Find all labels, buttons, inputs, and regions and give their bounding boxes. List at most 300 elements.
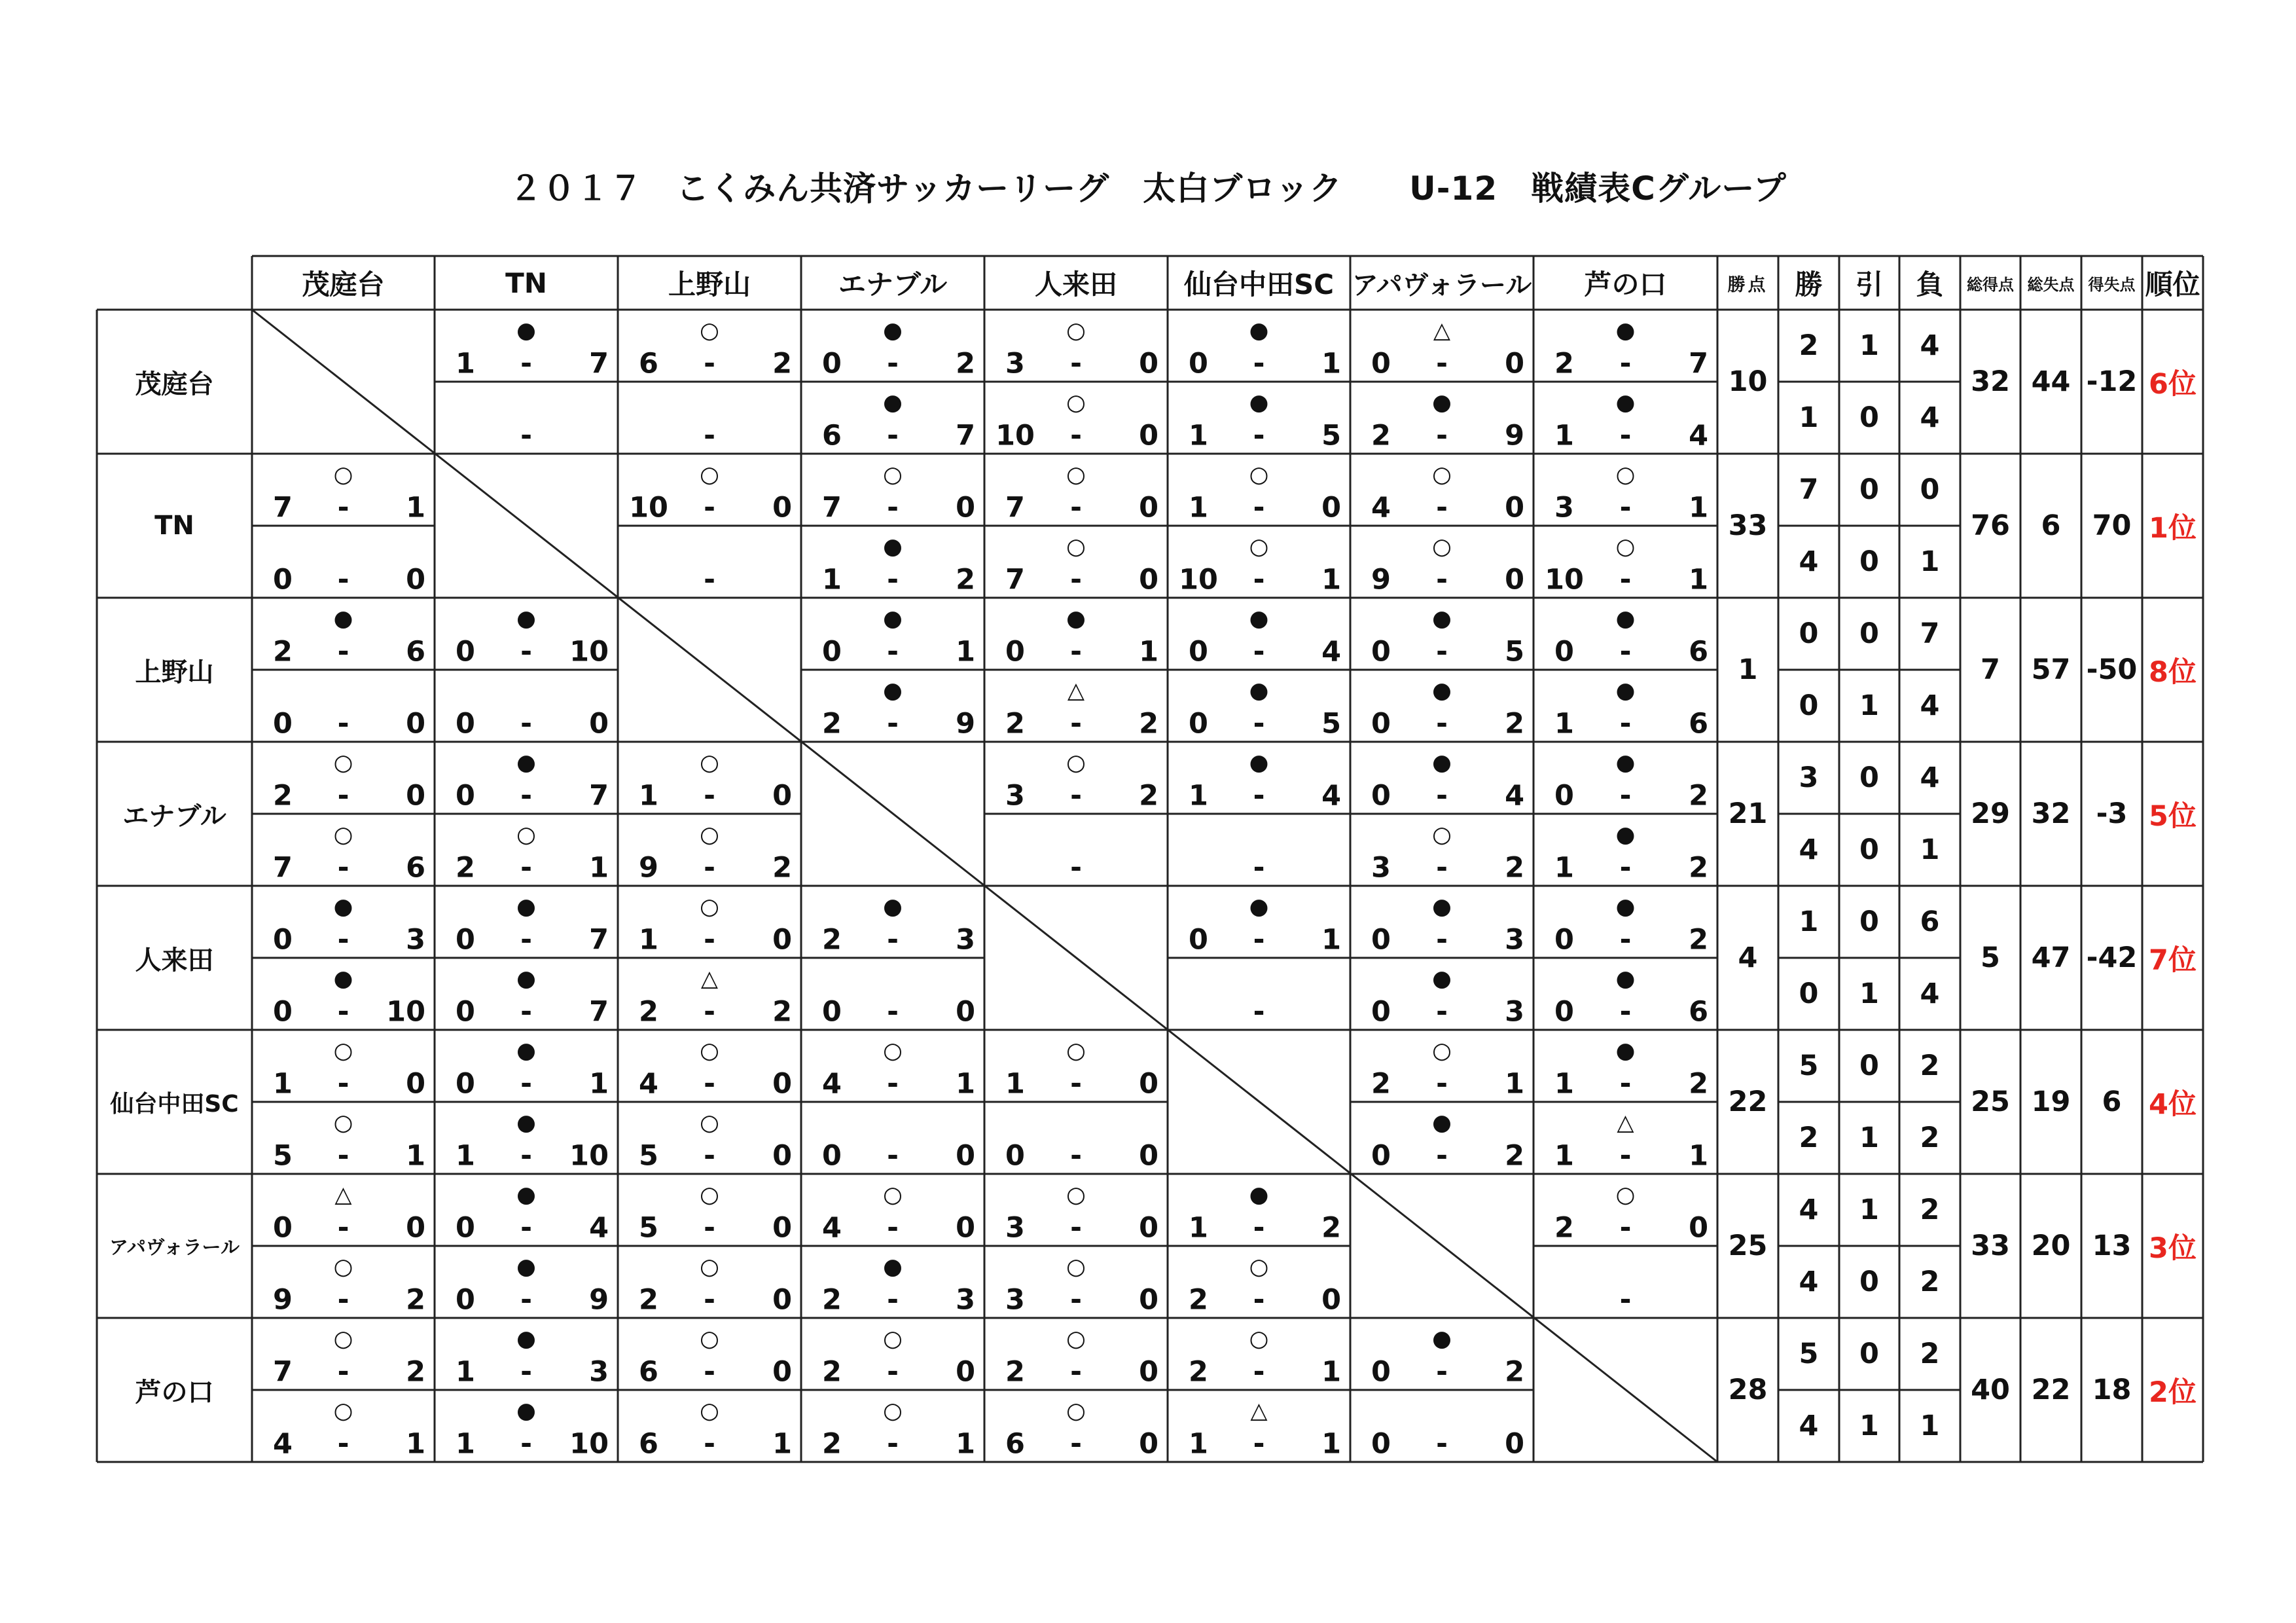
score-dash: - [704, 923, 715, 957]
goal-diff-value: -42 [2086, 941, 2138, 974]
score-dash: - [1253, 635, 1265, 668]
loss-marker: ● [1249, 750, 1269, 776]
loss-marker: ● [1615, 822, 1636, 848]
score-home: 2 [639, 995, 658, 1029]
score-away: 6 [1689, 707, 1708, 740]
goals-for-value: 29 [1971, 797, 2010, 830]
score-dash: - [1253, 491, 1265, 524]
score-dash: - [1619, 707, 1632, 740]
rank-value: 8位 [2149, 655, 2197, 689]
score-home: 2 [456, 851, 475, 884]
score-home: 3 [1005, 347, 1025, 380]
draws-value: 0 [1859, 401, 1879, 434]
score-dash: - [1070, 347, 1082, 380]
score-away: 4 [1321, 779, 1341, 812]
win-marker: ○ [700, 894, 719, 920]
goal-diff-value: 70 [2092, 509, 2132, 542]
score-dash: - [704, 1211, 715, 1245]
score-dash: - [1436, 1067, 1448, 1101]
loss-marker: ● [1066, 606, 1086, 632]
loss-marker: ● [883, 1254, 903, 1280]
score-dash: - [520, 779, 532, 812]
score-home: 1 [1189, 419, 1208, 452]
goals-against-value: 47 [2031, 941, 2071, 974]
score-away: 6 [406, 851, 425, 884]
score-dash: - [1619, 1067, 1632, 1101]
score-dash: - [1436, 635, 1448, 668]
score-away: 2 [772, 347, 792, 380]
win-marker: ○ [1066, 462, 1086, 488]
score-home: 0 [1371, 923, 1391, 957]
win-marker: ○ [1615, 1182, 1636, 1208]
score-home: 2 [822, 1355, 842, 1389]
loss-marker: ● [516, 1398, 536, 1424]
points-value: 33 [1728, 509, 1768, 542]
score-away: 7 [589, 995, 609, 1029]
draws-value: 1 [1859, 977, 1879, 1010]
row-header-team: 人来田 [135, 945, 214, 976]
score-away: 1 [772, 1427, 792, 1461]
score-home: 0 [456, 1067, 475, 1101]
score-away: 9 [589, 1283, 609, 1317]
wins-value: 5 [1799, 1049, 1819, 1082]
score-away: 2 [1689, 923, 1708, 957]
column-header-team: 人来田 [1034, 268, 1117, 301]
score-away: 2 [772, 851, 792, 884]
score-away: 2 [1505, 1139, 1524, 1173]
score-home: 0 [1554, 635, 1574, 668]
losses-value: 1 [1920, 833, 1940, 866]
score-dash: - [1253, 1211, 1265, 1245]
wins-value: 4 [1799, 833, 1819, 866]
column-header-draws: 引 [1855, 268, 1883, 301]
score-away: 0 [589, 707, 609, 740]
win-marker: ○ [1066, 1398, 1086, 1424]
score-dash: - [1619, 419, 1632, 452]
row-header-team: エナブル [122, 801, 226, 831]
score-home: 0 [1371, 779, 1391, 812]
score-dash: - [887, 1355, 899, 1389]
score-dash: - [520, 1427, 532, 1461]
score-home: 6 [1005, 1427, 1025, 1461]
score-away: 1 [1505, 1067, 1524, 1101]
draw-marker: △ [1617, 1110, 1634, 1136]
score-dash: - [704, 347, 715, 380]
goal-diff-value: -3 [2096, 797, 2128, 830]
score-home: 0 [456, 1211, 475, 1245]
score-home: 0 [456, 923, 475, 957]
draws-value: 0 [1859, 617, 1879, 650]
wins-value: 0 [1799, 977, 1819, 1010]
score-away: 1 [1321, 923, 1341, 957]
score-dash: - [1619, 1211, 1632, 1245]
score-dash: - [337, 1067, 350, 1101]
score-dash: - [1619, 347, 1632, 380]
score-home: 1 [1554, 419, 1574, 452]
loss-marker: ● [516, 1182, 536, 1208]
wins-value: 5 [1799, 1338, 1819, 1370]
score-dash: - [1253, 1283, 1265, 1317]
score-dash: - [520, 419, 532, 452]
page-title: ２０１７ こくみん共済サッカーリーグ 太白ブロック U-12 戦績表Cグループ [509, 170, 1787, 208]
score-away: 3 [956, 923, 975, 957]
score-away: 0 [772, 491, 792, 524]
score-away: 0 [956, 1355, 975, 1389]
score-home: 7 [1005, 563, 1025, 596]
row-header-team: 茂庭台 [135, 369, 214, 399]
column-header-wins: 勝 [1795, 268, 1823, 301]
score-dash: - [520, 1355, 532, 1389]
loss-marker: ● [516, 894, 536, 920]
score-dash: - [1070, 491, 1082, 524]
score-away: 5 [1505, 635, 1524, 668]
score-home: 0 [1371, 1355, 1391, 1389]
score-away: 0 [1139, 1283, 1158, 1317]
score-dash: - [887, 491, 899, 524]
score-away: 0 [1139, 1427, 1158, 1461]
points-value: 28 [1728, 1374, 1768, 1406]
score-home: 2 [822, 1283, 842, 1317]
score-away: 1 [956, 1067, 975, 1101]
score-away: 0 [406, 707, 425, 740]
score-dash: - [1253, 707, 1265, 740]
win-marker: ○ [700, 318, 719, 344]
score-away: 0 [1505, 563, 1524, 596]
wins-value: 1 [1799, 401, 1819, 434]
win-marker: ○ [700, 1038, 719, 1064]
win-marker: ○ [333, 1326, 353, 1352]
draw-marker: △ [700, 966, 719, 992]
score-away: 0 [1139, 1067, 1158, 1101]
draws-value: 0 [1859, 905, 1879, 938]
score-home: 2 [1554, 1211, 1574, 1245]
loss-marker: ● [1249, 606, 1269, 632]
score-dash: - [1619, 1283, 1632, 1317]
score-home: 10 [629, 491, 668, 524]
score-dash: - [704, 1139, 715, 1173]
score-home: 0 [1554, 923, 1574, 957]
goals-for-value: 76 [1971, 509, 2010, 542]
score-away: 0 [1139, 1139, 1158, 1173]
score-dash: - [337, 995, 350, 1029]
score-home: 0 [456, 1283, 475, 1317]
win-marker: ○ [333, 822, 353, 848]
column-header-team: 芦の口 [1584, 268, 1667, 301]
score-dash: - [1436, 995, 1448, 1029]
win-marker: ○ [1249, 462, 1269, 488]
score-away: 6 [406, 635, 425, 668]
score-home: 2 [1005, 1355, 1025, 1389]
score-away: 0 [1505, 1427, 1524, 1461]
score-dash: - [1070, 779, 1082, 812]
score-home: 3 [1005, 1283, 1025, 1317]
score-home: 2 [1554, 347, 1574, 380]
score-dash: - [1619, 779, 1632, 812]
score-dash: - [1253, 851, 1265, 884]
score-away: 2 [1505, 851, 1524, 884]
loss-marker: ● [1615, 1038, 1636, 1064]
score-away: 0 [956, 491, 975, 524]
score-dash: - [704, 1067, 715, 1101]
column-header-team: エナブル [838, 268, 948, 301]
draw-marker: △ [1067, 678, 1085, 704]
loss-marker: ● [1432, 1326, 1452, 1352]
column-header-goal-diff: 得失点 [2088, 275, 2136, 294]
score-away: 5 [1321, 707, 1341, 740]
score-home: 5 [273, 1139, 293, 1173]
wins-value: 0 [1799, 617, 1819, 650]
win-marker: ○ [1432, 534, 1452, 560]
score-home: 2 [1005, 707, 1025, 740]
column-header-losses: 負 [1916, 268, 1944, 301]
score-home: 1 [1554, 707, 1574, 740]
wins-value: 4 [1799, 1194, 1819, 1226]
score-home: 0 [1005, 635, 1025, 668]
score-dash: - [1070, 635, 1082, 668]
loss-marker: ● [1615, 678, 1636, 704]
score-home: 1 [456, 1355, 475, 1389]
win-marker: ○ [700, 1326, 719, 1352]
goals-for-value: 7 [1981, 653, 2000, 686]
losses-value: 2 [1920, 1194, 1940, 1226]
loss-marker: ● [1249, 1182, 1269, 1208]
score-away: 2 [956, 563, 975, 596]
goal-diff-value: 13 [2092, 1230, 2132, 1262]
score-away: 2 [406, 1283, 425, 1317]
score-away: 0 [1139, 563, 1158, 596]
score-home: 2 [822, 1427, 842, 1461]
score-away: 1 [1689, 1139, 1708, 1173]
score-away: 0 [1505, 347, 1524, 380]
score-away: 2 [1689, 851, 1708, 884]
score-home: 0 [1371, 1139, 1391, 1173]
score-dash: - [1619, 491, 1632, 524]
score-away: 2 [1139, 707, 1158, 740]
score-dash: - [337, 923, 350, 957]
loss-marker: ● [1249, 318, 1269, 344]
score-away: 0 [1505, 491, 1524, 524]
losses-value: 2 [1920, 1122, 1940, 1154]
loss-marker: ● [516, 750, 536, 776]
score-dash: - [1253, 995, 1265, 1029]
score-away: 0 [772, 1211, 792, 1245]
score-away: 0 [1321, 491, 1341, 524]
goals-against-value: 22 [2031, 1374, 2071, 1406]
score-dash: - [1619, 1139, 1632, 1173]
score-away: 0 [406, 1067, 425, 1101]
score-home: 3 [1554, 491, 1574, 524]
score-away: 2 [1139, 779, 1158, 812]
score-away: 0 [772, 1139, 792, 1173]
loss-marker: ● [1432, 750, 1452, 776]
loss-marker: ● [1615, 390, 1636, 416]
win-marker: ○ [333, 462, 353, 488]
score-away: 0 [1139, 347, 1158, 380]
score-away: 1 [1321, 347, 1341, 380]
draws-value: 1 [1859, 1122, 1879, 1154]
draws-value: 0 [1859, 473, 1879, 506]
score-home: 6 [822, 419, 842, 452]
score-home: 1 [456, 347, 475, 380]
score-away: 4 [1505, 779, 1524, 812]
row-header-team: 仙台中田SC [110, 1090, 239, 1118]
score-home: 7 [273, 1355, 293, 1389]
column-header-rank: 順位 [2145, 268, 2200, 301]
win-marker: ○ [700, 1254, 719, 1280]
score-home: 0 [1189, 347, 1208, 380]
score-dash: - [704, 995, 715, 1029]
losses-value: 4 [1920, 977, 1940, 1010]
score-home: 0 [822, 635, 842, 668]
score-dash: - [704, 491, 715, 524]
score-home: 0 [456, 635, 475, 668]
score-home: 1 [1005, 1067, 1025, 1101]
score-home: 0 [273, 707, 293, 740]
score-home: 4 [273, 1427, 293, 1461]
score-home: 5 [639, 1211, 658, 1245]
loss-marker: ● [516, 1254, 536, 1280]
score-away: 0 [406, 1211, 425, 1245]
score-dash: - [520, 1211, 532, 1245]
win-marker: ○ [1066, 534, 1086, 560]
score-home: 3 [1371, 851, 1391, 884]
losses-value: 4 [1920, 761, 1940, 794]
score-away: 2 [1321, 1211, 1341, 1245]
loss-marker: ● [1615, 606, 1636, 632]
score-away: 0 [772, 1067, 792, 1101]
goal-diff-value: 6 [2102, 1085, 2122, 1118]
wins-value: 4 [1799, 1266, 1819, 1298]
score-dash: - [1070, 1427, 1082, 1461]
score-dash: - [1436, 923, 1448, 957]
score-away: 1 [589, 1067, 609, 1101]
goals-for-value: 32 [1971, 365, 2010, 398]
score-home: 1 [1554, 1067, 1574, 1101]
score-home: 0 [1371, 707, 1391, 740]
score-dash: - [704, 563, 715, 596]
score-away: 1 [1321, 1355, 1341, 1389]
score-dash: - [704, 419, 715, 452]
goals-against-value: 44 [2031, 365, 2071, 398]
rank-value: 2位 [2149, 1376, 2197, 1409]
score-dash: - [887, 1427, 899, 1461]
column-header-team: TN [505, 266, 547, 299]
draws-value: 1 [1859, 1410, 1879, 1442]
loss-marker: ● [883, 678, 903, 704]
row-header-team: 上野山 [135, 657, 214, 687]
score-home: 0 [456, 707, 475, 740]
score-dash: - [337, 1355, 350, 1389]
score-home: 7 [273, 491, 293, 524]
score-dash: - [520, 1067, 532, 1101]
score-away: 10 [569, 1139, 609, 1173]
score-away: 1 [406, 1139, 425, 1173]
score-away: 0 [1139, 1355, 1158, 1389]
score-away: 3 [589, 1355, 609, 1389]
score-dash: - [337, 1283, 350, 1317]
win-marker: ○ [333, 1038, 353, 1064]
score-home: 5 [639, 1139, 658, 1173]
score-dash: - [1253, 1427, 1265, 1461]
score-dash: - [1436, 1427, 1448, 1461]
score-home: 3 [1005, 1211, 1025, 1245]
score-home: 4 [822, 1067, 842, 1101]
loss-marker: ● [1615, 966, 1636, 992]
loss-marker: ● [883, 318, 903, 344]
win-marker: ○ [516, 822, 536, 848]
losses-value: 4 [1920, 329, 1940, 362]
score-dash: - [1436, 491, 1448, 524]
score-home: 0 [822, 995, 842, 1029]
draws-value: 0 [1859, 761, 1879, 794]
draws-value: 0 [1859, 545, 1879, 578]
score-away: 1 [1139, 635, 1158, 668]
win-marker: ○ [700, 462, 719, 488]
score-away: 0 [1689, 1211, 1708, 1245]
goal-diff-value: -12 [2086, 365, 2138, 398]
score-home: 0 [273, 923, 293, 957]
score-away: 9 [956, 707, 975, 740]
score-away: 0 [772, 1283, 792, 1317]
wins-value: 1 [1799, 905, 1819, 938]
draws-value: 1 [1859, 689, 1879, 722]
score-dash: - [1619, 923, 1632, 957]
score-dash: - [887, 923, 899, 957]
score-dash: - [1070, 1211, 1082, 1245]
score-dash: - [1070, 1283, 1082, 1317]
row-header-team: TN [154, 511, 194, 541]
score-away: 0 [1139, 419, 1158, 452]
score-dash: - [337, 563, 350, 596]
score-home: 0 [1554, 779, 1574, 812]
score-home: 0 [822, 1139, 842, 1173]
score-away: 0 [1321, 1283, 1341, 1317]
loss-marker: ● [883, 390, 903, 416]
score-away: 0 [956, 995, 975, 1029]
score-dash: - [1070, 1139, 1082, 1173]
win-marker: ○ [1432, 462, 1452, 488]
score-dash: - [1070, 1067, 1082, 1101]
score-away: 6 [1689, 635, 1708, 668]
score-away: 10 [386, 995, 425, 1029]
rank-value: 4位 [2149, 1087, 2197, 1121]
score-home: 4 [822, 1211, 842, 1245]
loss-marker: ● [1249, 678, 1269, 704]
score-home: 0 [1371, 635, 1391, 668]
win-marker: ○ [883, 1038, 903, 1064]
points-value: 10 [1728, 365, 1768, 398]
score-dash: - [1253, 923, 1265, 957]
goals-against-value: 6 [2041, 509, 2061, 542]
score-away: 1 [1689, 491, 1708, 524]
score-dash: - [1436, 419, 1448, 452]
score-dash: - [1436, 563, 1448, 596]
score-home: 0 [1189, 635, 1208, 668]
rank-value: 5位 [2149, 799, 2197, 833]
points-value: 4 [1738, 941, 1758, 974]
draws-value: 0 [1859, 1049, 1879, 1082]
score-home: 2 [822, 707, 842, 740]
score-home: 2 [1371, 1067, 1391, 1101]
losses-value: 2 [1920, 1266, 1940, 1298]
loss-marker: ● [1615, 750, 1636, 776]
win-marker: ○ [883, 1182, 903, 1208]
score-away: 4 [1321, 635, 1341, 668]
win-marker: ○ [1066, 318, 1086, 344]
loss-marker: ● [516, 606, 536, 632]
score-away: 0 [956, 1139, 975, 1173]
win-marker: ○ [1249, 1254, 1269, 1280]
